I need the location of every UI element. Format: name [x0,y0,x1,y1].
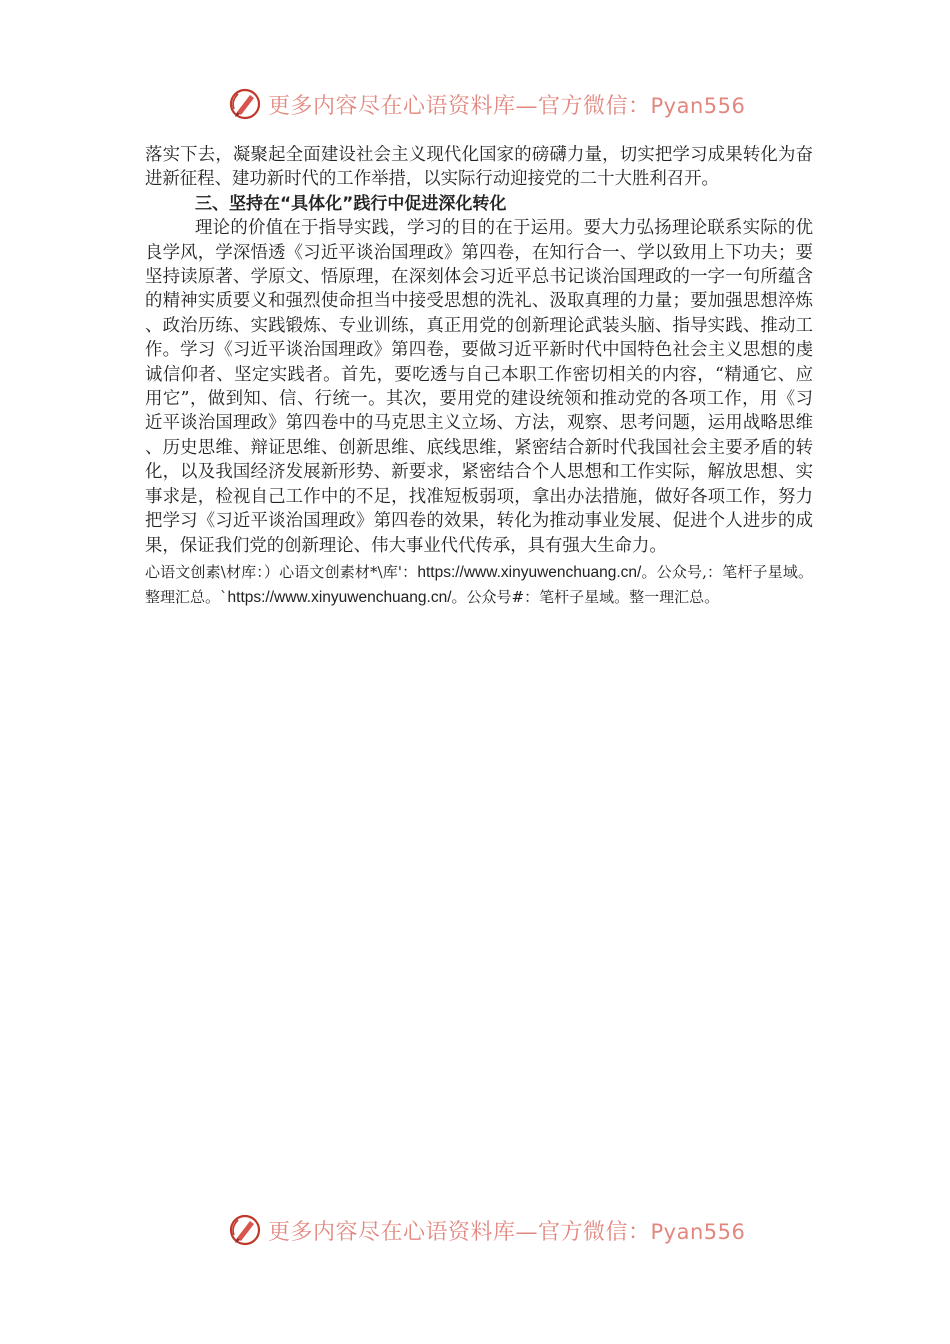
pen-circle-logo-icon [228,87,262,121]
document-body [145,143,813,611]
banner-wechat-id: Pyan556 [650,93,746,118]
banner-text [268,1215,745,1246]
banner-text-cn: 更多内容尽在心语资料库—官方微信： [268,1219,651,1245]
source-note-part2: 。公众号,：笔杆子星域。整理汇总。` [145,562,813,607]
header-banner [228,84,748,124]
paragraph-continuation: 落实下去，凝聚起全面建设社会主义现代化国家的磅礴力量，切实把学习成果转化为奋进新征程、建功新时代的工作举措，以实际行动迎接党的二十大胜利召开。 [145,145,813,190]
footer-banner [228,1210,748,1250]
source-note-part3: 。公众号#：笔杆子星域。整一理汇总。 [451,588,720,607]
banner-wechat-id: Pyan556 [650,1219,746,1244]
section-heading-3: 三、坚持在“具体化”践行中促进深化转化 [195,193,507,214]
pen-circle-logo-icon [228,1213,262,1247]
source-note [145,560,813,611]
source-url-2[interactable]: https://www.xinyuwenchuang.cn/ [227,589,452,607]
banner-text-cn: 更多内容尽在心语资料库—官方微信： [268,93,651,119]
source-note-part1: 心语文创素\材库：）心语文创素材*\库'： [145,562,418,581]
paragraph-section-3: 理论的价值在于指导实践，学习的目的在于运用。要大力弘扬理论联系实际的优良学风，学深悟透《习近平谈治国理政》第四卷，在知行合一、学以致用上下功夫；要坚持读原著、学原文、悟原理，在深刻体会习近平总书记谈治国理政的一字一句所蕴含的精神实质要义和强烈使命担当中接受思想的洗礼、汲取真理的力量；要加强思想淬炼、政治历练、实践锻炼、专业训练，真正用党的创新理论武装头脑、指导实践、推动工作。学习《习近平谈治国理政》第四卷，要做习近平新时代中国特色社会主义思想的虔诚信仰者、坚定实践者。首先，要吃透与自己本职工作密切相关的内容，“精通它、应用它”，做到知、信、行统一。其次，要用党的建设统领和推动党的各项工作，用《习近平谈治国理政》第四卷中的马克思主义立场、方法，观察、思考问题，运用战略思维、历史思维、辩证思维、创新思维、底线思维，紧密结合新时代我国社会主要矛盾的转化，以及我国经济发展新形势、新要求，紧密结合个人思想和工作实际，解放思想、实事求是，检视自己工作中的不足，找准短板弱项，拿出办法措施，做好各项工作，努力把学习《习近平谈治国理政》第四卷的效果，转化为推动事业发展、促进个人进步的成果，保证我们党的创新理论、伟大事业代代传承，具有强大生命力。 [145,218,813,556]
source-url-1[interactable]: https://www.xinyuwenchuang.cn/ [417,563,642,581]
banner-text [268,89,745,120]
